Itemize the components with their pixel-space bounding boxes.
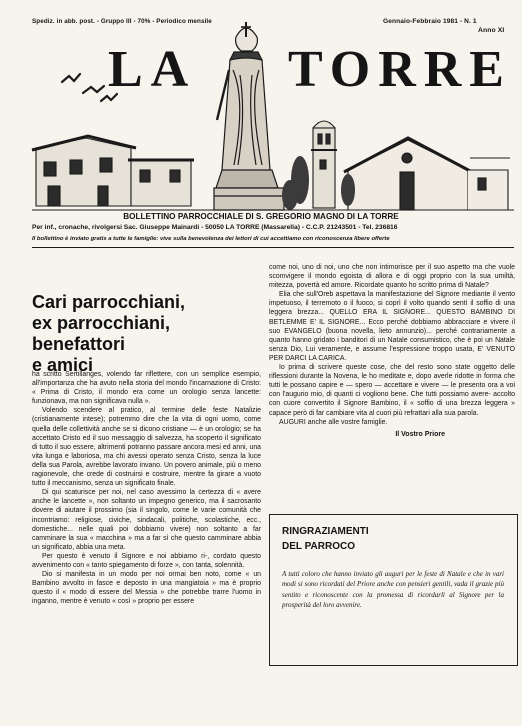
article-headline	[32, 292, 262, 376]
paragraph: Dio si manifesta in un modo per noi ormai ben noto, come « un Bambino avvolto in fasce e deposto in una mangiatoia » ma è proprio questo il « modo di essere del Messia » che potrebbe trarre l'uomo in inganno, mentre è venuto « così » proprio per essere	[32, 571, 261, 606]
article-left-column	[32, 370, 261, 606]
contacts-line: Per inf., cronache, rivolgersi Sac. Giuseppe Mainardi - 50050 LA TORRE (Massarella) - C.C.P. 21243501 - Tel. 236816	[32, 224, 398, 231]
statue-icon	[214, 22, 284, 210]
paragraph: come noi, uno di noi, uno che non intimorisce per il suo aspetto ma che vuole scomvigere il mondo egoista di allora e di oggi proprio con la sua umiltà, mitezza, povertà ed amore. Ricordate quanto ho scritto prima di Natale?	[269, 264, 515, 290]
headline-line-2: ex parrocchiani, benefattori	[32, 313, 171, 354]
birds-icon	[62, 74, 117, 101]
masthead-rule	[32, 247, 514, 248]
issue-year: Anno XI	[478, 27, 505, 34]
signature: Il Vostro Priore	[395, 430, 445, 438]
masthead-illustration	[0, 0, 522, 240]
paragraph: Volendo scendere al pratico, al termine delle feste Natalizie (cristianamente intese); potremmo dire che la vita di ogni uomo, come quella delle collettività anche se si dicono cristiane — è un orologio; se ha accettato Cristo ed il suo messaggio di salvezza, ha scoperto il significato di tutto il suo essere, altrimenti potranno passare ancora mesi ed anni, una vita lunga e laboriosa, ma chi avessi operato senza Cristo, senza la luce della sua Parola, avrebbe lavorato invano. Un povero animale, più o meno ragionevole, che crede di costruirsi e costruire, mentre fa girare a vuoto tutto il meccanismo, senza un significato finale.	[32, 407, 261, 488]
postal-info: Spediz. in abb. post. - Gruppo III - 70% - Periodico mensile	[32, 18, 212, 25]
title-torre: TORRE	[288, 41, 512, 98]
thanks-text: A tutti coloro che hanno inviato gli auguri per le feste di Natale e che in vari modi si sono ricordati del Priore anche con pensieri gentili, vada il grazie più sentito e riconoscente con la promessa di ricordarli al Signore per la prosperità del loro avvenire.	[282, 570, 504, 610]
thanks-title-line-2: DEL PARROCO	[282, 541, 355, 552]
thanks-title-line-1: RINGRAZIAMENTI	[282, 526, 369, 537]
issue-date: Gennaio-Febbraio 1981 - N. 1	[383, 18, 477, 25]
paragraph: Io prima di scrivere queste cose, che del resto sono state oggetto delle riflessioni durante la Novena, le ho meditate e, dopo averle ridotte in forma che tutti le possano capire e — spero — accettare e vivere — le presento ora a voi con l'augurio mio, di quanti ci vogliono bene. Che tutti possiamo avere- accolto con cuore convertito il Signore Bambino, il « soffio di una brezza leggera » capace però di far cambiare vita al cuori più refrattari alla sua parola.	[269, 364, 515, 417]
notice-line: Il bollettino è inviato gratis a tutte le famiglie: vive sulla benevolenza dei lettori di cui accettiamo con riconoscenza libere offerte	[32, 236, 390, 242]
houses-icon	[32, 136, 194, 206]
paragraph: Elia che sull'Oreb aspettava la manifestazione del Signore mediante il vento impetuoso, il terremoto o il fuoco, si coprì il volto quando sentì il soffio di una leggera brezza... QUELLO ERA IL SIGNORE... QUESTO BAMBINO DI BETLEMME E' IL SIGNORE... Ecco perché dobbiamo abbracciare e vivere il suo EVANGELO (buona novella, lieto annunzio)... perché contrariamente a quanto hanno gridato i banditori di un Natale consumistico, che è poi un Natale senza Dio, Lui veramente, e assume l'espressione troppo usata, E' VENUTO PER DARCI LA CARICA.	[269, 291, 515, 362]
bulletin-title: BOLLETTINO PARROCCHIALE DI S. GREGORIO MAGNO DI LA TORRE	[123, 212, 399, 221]
paragraph: Di qui scaturisce per noi, nel caso avessimo la certezza di « avere anche le lancette », non soltanto un impegno generico, ma il sacrosanto dovere di aiutare il prossimo (sia il singolo, come le varie comunità che incontriamo: religiose, civiche, sindacali, politiche, scolastiche, ecc., domestiche... nelle quali poi dobbiamo vivere) non soltanto a far camminare la sua « macchina » ma a far sì che questo camminare abbia un significato, abbia una meta.	[32, 489, 261, 551]
paragraph: Per questo è venuto il Signore e noi abbiamo ri-, cordato questo avvenimento con « tanto spiegamento di forze », con tanta, solennità.	[32, 552, 261, 569]
thanks-box	[269, 514, 518, 666]
church-icon	[344, 138, 510, 210]
title-la: LA	[108, 41, 197, 98]
tower-icon	[311, 121, 337, 208]
headline-line-1: Cari parrocchiani,	[32, 292, 186, 312]
paragraph: ha scritto Sertillanges, volendo far riflettere, con un semplice esempio, all'importanza che ha avuto nella storia del mondo l'incarnazione di Cristo: « Prima di Cristo, il mondo era come un orologio senza lancette: funzionava, ma non significava nulla ».	[32, 371, 261, 406]
paragraph: AUGURI anche alle vostre famiglie.	[279, 418, 388, 426]
headline-line-3: e amici	[32, 355, 94, 375]
article-right-column	[269, 263, 515, 439]
